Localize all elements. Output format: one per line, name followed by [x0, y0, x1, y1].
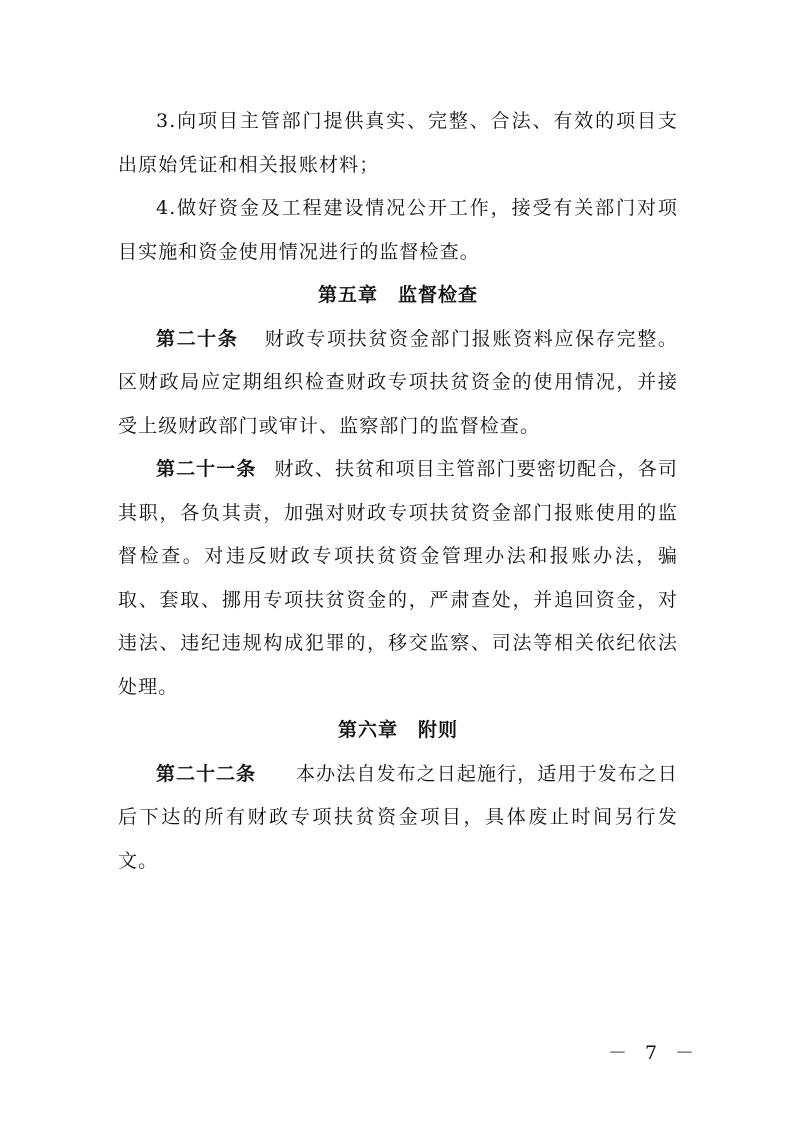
list-item-3: 3.向项目主管部门提供真实、完整、合法、有效的项目支出原始凭证和相关报账材料；	[118, 110, 678, 176]
page-number: － 7 －	[608, 1042, 701, 1064]
chapter-5-heading: 第五章 监督检查	[317, 284, 478, 306]
article-22-text: 本办法自发布之日起施行，适用于发布之日后下达的所有财政专项扶贫资金项目，具体废止时间另行发文。	[118, 762, 678, 872]
article-20-text: 财政专项扶贫资金部门报账资料应保存完整。区财政局应定期组织检查财政专项扶贫资金的使用情况，并接受上级财政部门或审计、监察部门的监督检查。	[118, 327, 678, 437]
article-20-label: 第二十条	[156, 327, 239, 350]
chapter-6-heading: 第六章 附则	[337, 719, 458, 741]
article-21	[118, 448, 678, 709]
article-22-label: 第二十二条	[156, 762, 257, 785]
article-22	[118, 753, 678, 884]
page-body	[118, 100, 678, 883]
article-21-label: 第二十一条	[156, 458, 257, 480]
list-item-4: 4.做好资金及工程建设情况公开工作，接受有关部门对项目实施和资金使用情况进行的监督检查。	[118, 197, 678, 263]
article-20	[118, 318, 678, 449]
article-21-text: 财政、扶贫和项目主管部门要密切配合，各司其职，各负其责，加强对财政专项扶贫资金部门报账使用的监督检查。对违反财政专项扶贫资金管理办法和报账办法，骗取、套取、挪用专项扶贫资金的，严肃查处，并追回资金，对违法、违纪违规构成犯罪的，移交监察、司法等相关依纪依法处理。	[118, 458, 678, 698]
